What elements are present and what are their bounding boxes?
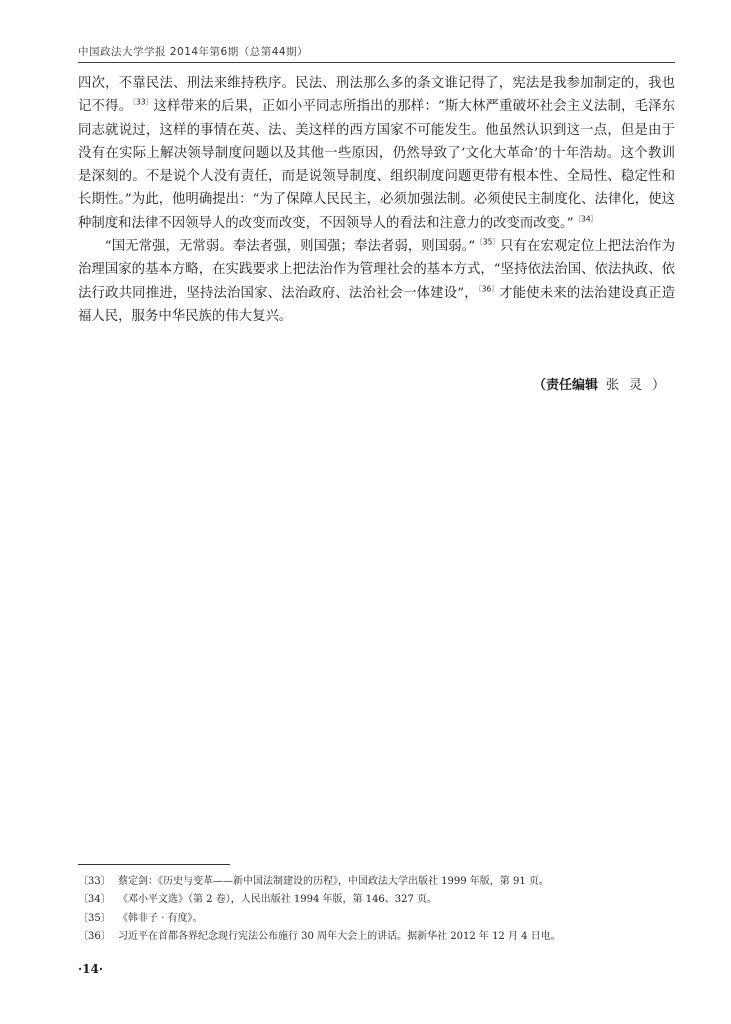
paragraph-2-text-1: “国无常强，无常弱。奉法者强，则国强；奉法者弱，则国弱。”: [104, 239, 476, 255]
footnotes: [78, 873, 675, 946]
footnote-item: [78, 873, 675, 891]
footnote-item: [78, 928, 675, 946]
citation-ref-34[interactable]: 〔34〕: [573, 214, 599, 224]
paragraph-2: [78, 235, 675, 328]
footnote-number: 〔36〕: [78, 930, 111, 942]
footnote-number: 〔33〕: [78, 876, 111, 887]
running-header: 中国政法大学学报 2014年第6期（总第44期）: [78, 46, 309, 58]
footnote-item: [78, 891, 675, 909]
footnote-text: 《韩非子 · 有度》。: [118, 912, 203, 924]
citation-ref-36[interactable]: 〔36〕: [477, 284, 500, 294]
footnote-rule: [78, 864, 230, 865]
header-rule: [78, 62, 675, 63]
citation-ref-33[interactable]: 〔33〕: [132, 97, 154, 107]
footnote-number: 〔35〕: [78, 912, 111, 924]
article-body: [78, 72, 675, 328]
paragraph-1: [78, 72, 675, 235]
citation-ref-35[interactable]: 〔35〕: [475, 237, 501, 247]
editor-name: 张灵）: [605, 378, 675, 393]
paragraph-1-text-1: 四次，不靠民法、刑法来维持秩序。民法、刑法那么多的条文谁记得了，宪法是我参加制定的，我也记不得。: [78, 76, 675, 115]
footnote-text: 习近平在首都各界纪念现行宪法公布施行 30 周年大会上的讲话。据新华社 2012 年 12 月 4 日电。: [118, 930, 561, 942]
footnote-text: 《邓小平文选》（第 2 卷），人民出版社 1994 年版，第 146、327 页。: [118, 894, 438, 906]
page-number: ·14·: [78, 962, 104, 976]
paragraph-1-text-2: 这样带来的后果，正如小平同志所指出的那样：“斯大林严重破坏社会主义法制，毛泽东同志就说过，这样的事情在英、法、美这样的西方国家不可能发生。他虽然认识到这一点，但是由于没有在实际上解决领导制度问题以及其他一些原因，仍然导致了‘文化大革命’的十年浩劫。这个教训是深刻的。不是说个人没有责任，而是说领导制度、组织制度问题更带有根本性、全局性、稳定性和长期性。”为此，他明确提出：“为了保障人民民主，必须加强法制。必须使民主制度化、法律化，使这种制度和法律不因领导人的改变而改变，不因领导人的看法和注意力的改变而改变。”: [78, 99, 676, 231]
editor-label: （责任编辑: [532, 378, 598, 393]
paragraph-2-text-2: 只有在宏观定位上把法治作为治理国家的基本方略，在实践要求上把法治作为管理社会的基本方式，“坚持依法治国、依法执政、依法行政共同推进，坚持法治国家、法治政府、法治社会一体建设”，: [78, 239, 675, 301]
paragraph-2-text-3: 才能使未来的法治建设真正造福人民，服务中华民族的伟大复兴。: [78, 285, 676, 324]
footnote-text: 蔡定剑：《历史与变革——新中国法制建设的历程》，中国政法大学出版社 1999 年版，第 91 页。: [118, 876, 549, 887]
footnote-number: 〔34〕: [78, 894, 111, 906]
responsible-editor: [533, 374, 675, 393]
footnote-item: [78, 910, 675, 928]
